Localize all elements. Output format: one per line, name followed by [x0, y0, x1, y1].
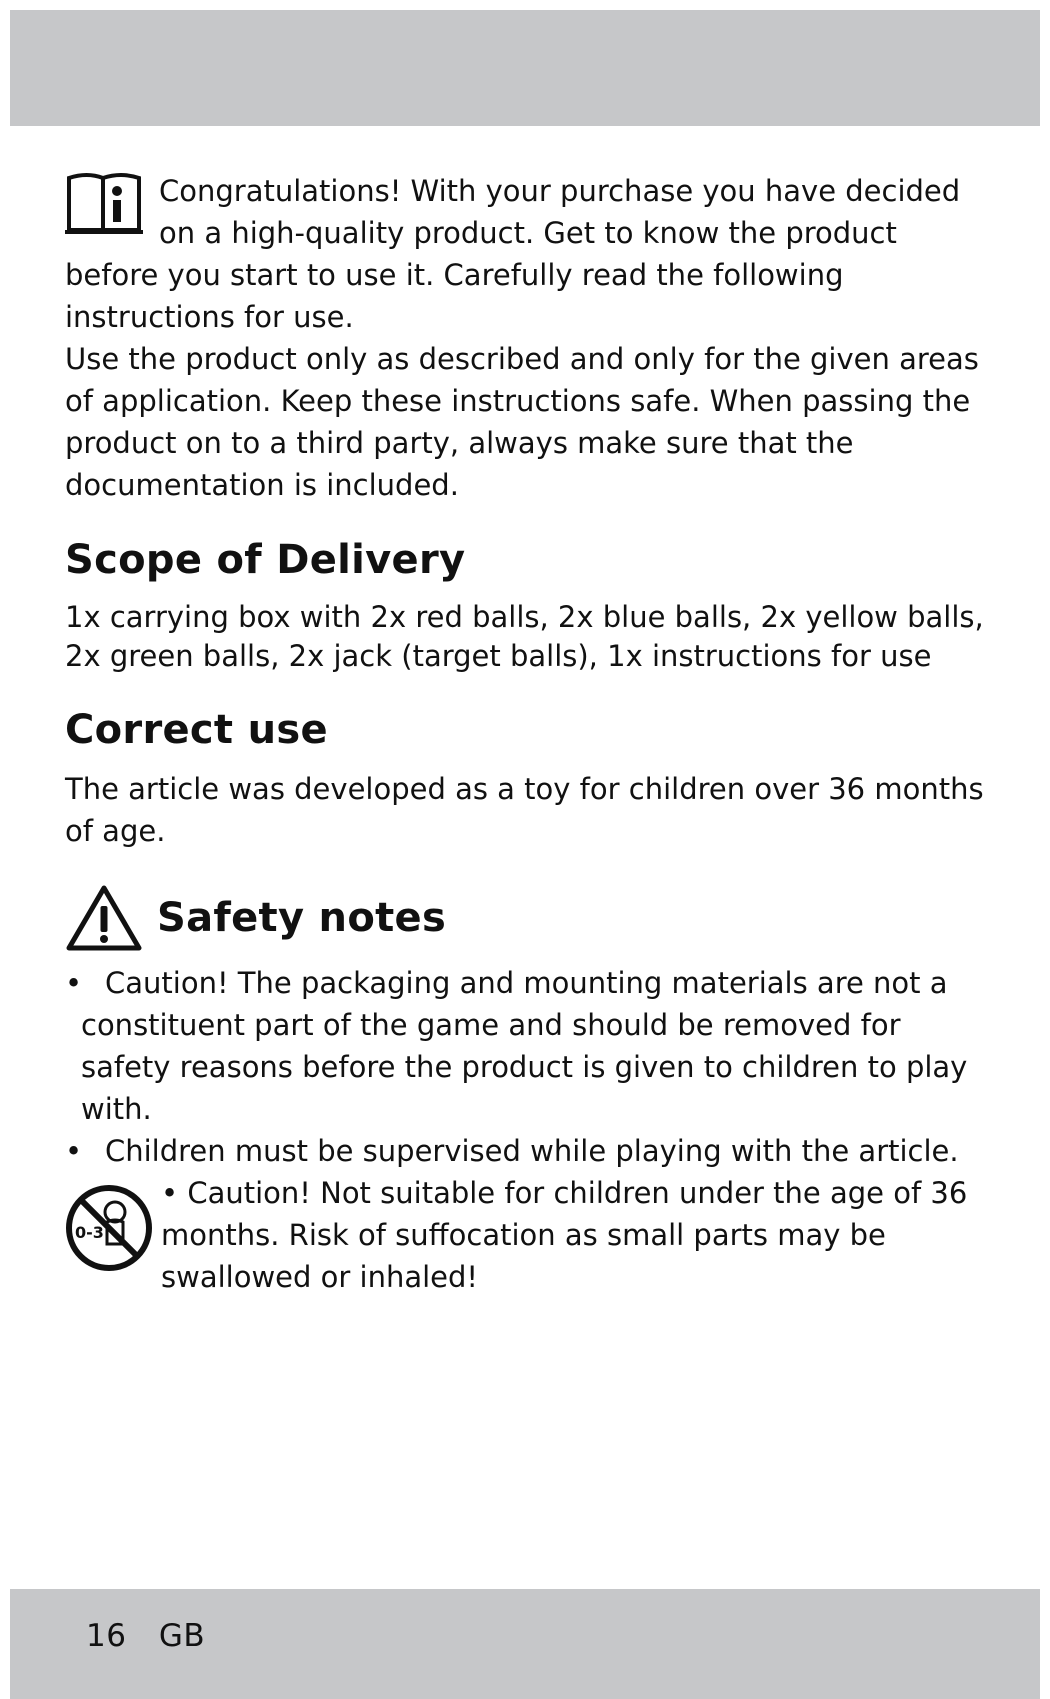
page-number: 16: [86, 1618, 127, 1654]
scope-text: [65, 598, 995, 676]
correct-use-text: The article was developed as a toy for children over 36 months of age.: [65, 772, 984, 848]
scope-heading: Scope of Delivery: [65, 537, 466, 583]
safety-note: [65, 962, 995, 1130]
safety-heading: Safety notes: [157, 895, 447, 941]
page-content: [65, 170, 995, 1298]
safety-note: [65, 1130, 995, 1172]
safety-notes-list: [65, 962, 995, 1172]
bullet: •: [161, 1176, 179, 1210]
age-warning-note: [65, 1172, 995, 1298]
intro-paragraph-2: Use the product only as described and only for the given areas of application. Keep these instructions safe. When passing the product on to a third party, always make sure that the documentation is included.: [65, 342, 979, 502]
language-code: GB: [158, 1618, 206, 1654]
scope-text-line-2: 2x green balls, 2x jack (target balls), 1x instructions for use: [65, 639, 932, 673]
not-for-under-3-icon: [63, 1182, 155, 1274]
intro-paragraph-1: Congratulations! With your purchase you have decided on a high-quality product. Get to know the product before you start to use it. Carefully read the following instructions for use.: [65, 174, 961, 334]
age-warning-text-content: Caution! Not suitable for children under the age of 36 months. Risk of suffocation as small parts may be swallowed or inhaled!: [161, 1176, 968, 1294]
page-footer: [86, 1618, 205, 1654]
header-band: [10, 10, 1040, 126]
intro-section: [65, 170, 995, 506]
safety-note-text-2: Children must be supervised while playing with the article.: [105, 1134, 959, 1168]
age-warning-text: [65, 1172, 995, 1298]
correct-use-heading: Correct use: [65, 707, 328, 753]
warning-triangle-icon: [65, 884, 143, 952]
bullet: •: [65, 966, 83, 1000]
bullet: •: [65, 1134, 83, 1168]
scope-text-line-1: 1x carrying box with 2x red balls, 2x blue balls, 2x yellow balls,: [65, 600, 984, 634]
age-icon-label: 0-3: [75, 1223, 104, 1242]
info-book-icon: [63, 170, 147, 240]
safety-heading-row: [65, 884, 995, 952]
safety-note-text-1: Caution! The packaging and mounting materials are not a constituent part of the game and should be removed for safety reasons before the product is given to children to play with.: [81, 966, 968, 1126]
